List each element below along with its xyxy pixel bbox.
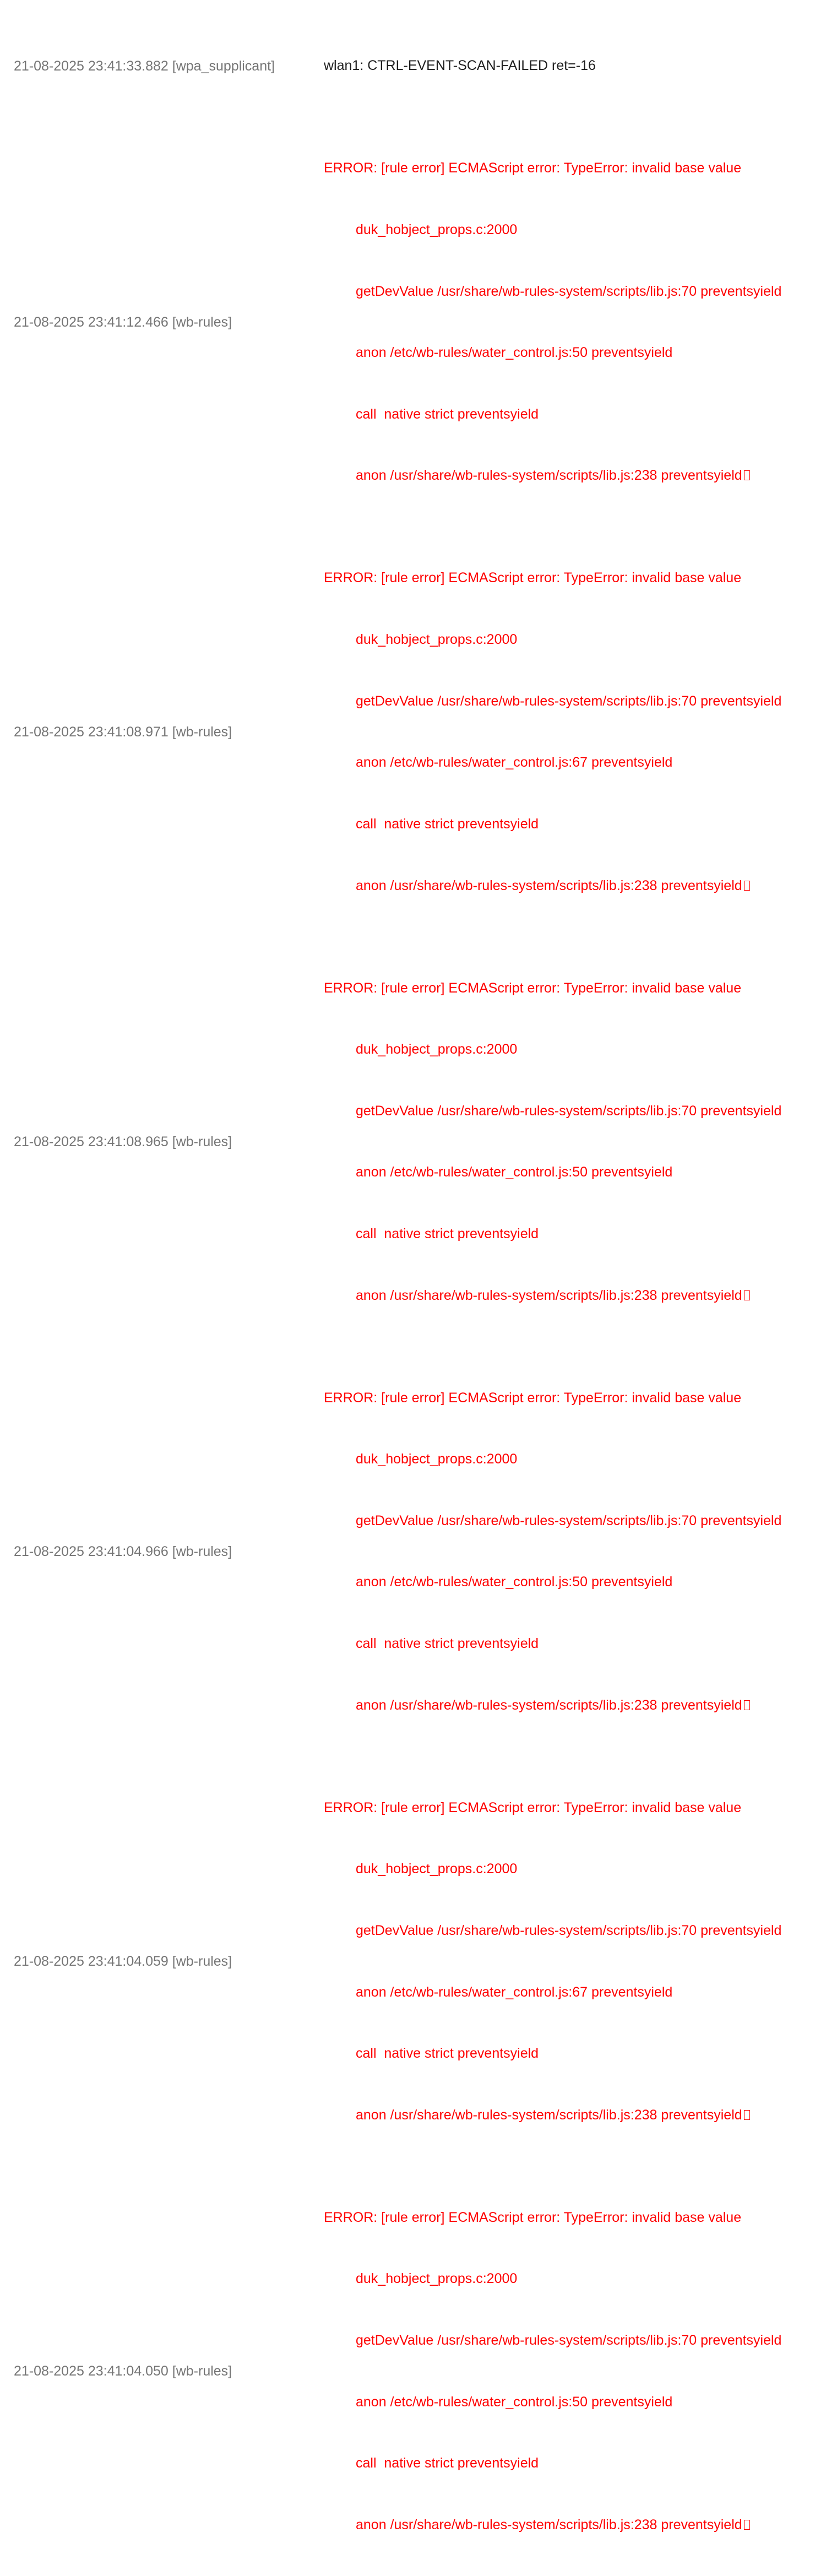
log-list bbox=[0, 15, 837, 2576]
log-timestamp: 21-08-2025 23:41:12.466 bbox=[14, 314, 169, 330]
log-timestamp: 21-08-2025 23:41:04.059 bbox=[14, 1953, 169, 1969]
log-error-line: ERROR: [rule error] ECMAScript error: TypeError: invalid base value bbox=[324, 1390, 742, 1406]
log-trace-line: call native strict preventsyield bbox=[356, 1225, 539, 1241]
log-trace-line: getDevValue /usr/share/wb-rules-system/scripts/lib.js:70 preventsyield bbox=[356, 1103, 782, 1119]
log-timestamp: 21-08-2025 23:41:33.882 bbox=[14, 58, 169, 74]
log-source: [wb-rules] bbox=[172, 1543, 232, 1559]
log-trace-line: call native strict preventsyield bbox=[356, 1636, 539, 1652]
log-trace-line: call native strict preventsyield bbox=[356, 2455, 539, 2471]
log-trace-line: getDevValue /usr/share/wb-rules-system/scripts/lib.js:70 preventsyield bbox=[356, 693, 782, 709]
log-trace-line: anon /etc/wb-rules/water_control.js:67 preventsyield bbox=[356, 755, 673, 771]
log-trace-line: call native strict preventsyield bbox=[356, 816, 539, 832]
log-source: [wb-rules] bbox=[172, 1134, 232, 1149]
log-trace-line: getDevValue /usr/share/wb-rules-system/scripts/lib.js:70 preventsyield bbox=[356, 283, 782, 299]
log-error-line: ERROR: [rule error] ECMAScript error: TypeError: invalid base value bbox=[324, 2209, 742, 2225]
log-error-line: ERROR: [rule error] ECMAScript error: TypeError: invalid base value bbox=[324, 160, 742, 176]
log-trace-line: anon /etc/wb-rules/water_control.js:67 preventsyield bbox=[356, 1984, 673, 2000]
log-message bbox=[324, 527, 837, 937]
log-entry-meta bbox=[0, 2361, 324, 2382]
log-source: [wb-rules] bbox=[172, 1953, 232, 1969]
log-message bbox=[324, 937, 837, 1347]
log-trace-line: getDevValue /usr/share/wb-rules-system/scripts/lib.js:70 preventsyield bbox=[356, 1512, 782, 1528]
log-entry-meta bbox=[0, 56, 324, 77]
log-message bbox=[324, 15, 837, 117]
log-trace-line: anon /etc/wb-rules/water_control.js:50 preventsyield bbox=[356, 1164, 673, 1180]
log-entry-meta bbox=[0, 1132, 324, 1152]
log-trace-line: call native strict preventsyield bbox=[356, 406, 539, 422]
log-timestamp: 21-08-2025 23:41:08.971 bbox=[14, 724, 169, 740]
log-source: [wb-rules] bbox=[172, 724, 232, 740]
log-entry bbox=[0, 15, 837, 117]
log-entry bbox=[0, 117, 837, 527]
log-error-line: ERROR: [rule error] ECMAScript error: TypeError: invalid base value bbox=[324, 570, 742, 586]
log-trace-line: call native strict preventsyield bbox=[356, 2046, 539, 2062]
log-trace-line: anon /usr/share/wb-rules-system/scripts/lib.js:238 preventsyield bbox=[324, 2105, 837, 2125]
log-trace-line: anon /etc/wb-rules/water_control.js:50 preventsyield bbox=[356, 345, 673, 361]
log-error-line: ERROR: [rule error] ECMAScript error: TypeError: invalid base value bbox=[324, 980, 742, 996]
log-message-line: wlan1: CTRL-EVENT-SCAN-FAILED ret=-16 bbox=[324, 58, 596, 74]
log-trace-line: duk_hobject_props.c:2000 bbox=[356, 222, 518, 238]
log-source: [wb-rules] bbox=[172, 2363, 232, 2379]
log-trace-line: getDevValue /usr/share/wb-rules-system/scripts/lib.js:70 preventsyield bbox=[356, 2332, 782, 2348]
log-trace-line: getDevValue /usr/share/wb-rules-system/scripts/lib.js:70 preventsyield bbox=[356, 1922, 782, 1938]
log-message bbox=[324, 1347, 837, 1756]
log-timestamp: 21-08-2025 23:41:08.965 bbox=[14, 1134, 169, 1149]
log-entry bbox=[0, 1347, 837, 1756]
log-source: [wb-rules] bbox=[172, 314, 232, 330]
log-message bbox=[324, 1756, 837, 2166]
log-message bbox=[324, 117, 837, 527]
log-entry bbox=[0, 527, 837, 937]
log-entry bbox=[0, 2166, 837, 2576]
log-entry-meta bbox=[0, 1951, 324, 1972]
log-timestamp: 21-08-2025 23:41:04.050 bbox=[14, 2363, 169, 2379]
log-source: [wpa_supplicant] bbox=[172, 58, 275, 74]
log-trace-line: anon /usr/share/wb-rules-system/scripts/lib.js:238 preventsyield bbox=[324, 876, 837, 896]
log-entry-meta bbox=[0, 1542, 324, 1562]
log-trace-line: anon /usr/share/wb-rules-system/scripts/lib.js:238 preventsyield bbox=[324, 2515, 837, 2535]
log-trace-line: anon /usr/share/wb-rules-system/scripts/lib.js:238 preventsyield bbox=[324, 1286, 837, 1306]
log-trace-line: anon /usr/share/wb-rules-system/scripts/lib.js:238 preventsyield bbox=[324, 465, 837, 486]
log-trace-line: anon /usr/share/wb-rules-system/scripts/lib.js:238 preventsyield bbox=[324, 1695, 837, 1716]
log-trace-line: anon /etc/wb-rules/water_control.js:50 preventsyield bbox=[356, 2394, 673, 2410]
log-error-line: ERROR: [rule error] ECMAScript error: TypeError: invalid base value bbox=[324, 1799, 742, 1815]
log-trace-line: duk_hobject_props.c:2000 bbox=[356, 1042, 518, 1057]
log-trace-line: duk_hobject_props.c:2000 bbox=[356, 1451, 518, 1467]
log-entry-meta bbox=[0, 722, 324, 742]
log-timestamp: 21-08-2025 23:41:04.966 bbox=[14, 1543, 169, 1559]
log-entry-meta bbox=[0, 312, 324, 333]
log-trace-line: anon /etc/wb-rules/water_control.js:50 preventsyield bbox=[356, 1574, 673, 1590]
log-entry bbox=[0, 1756, 837, 2166]
log-trace-line: duk_hobject_props.c:2000 bbox=[356, 2271, 518, 2287]
log-trace-line: duk_hobject_props.c:2000 bbox=[356, 632, 518, 648]
log-entry bbox=[0, 937, 837, 1347]
log-trace-line: duk_hobject_props.c:2000 bbox=[356, 1861, 518, 1877]
log-message bbox=[324, 2166, 837, 2576]
